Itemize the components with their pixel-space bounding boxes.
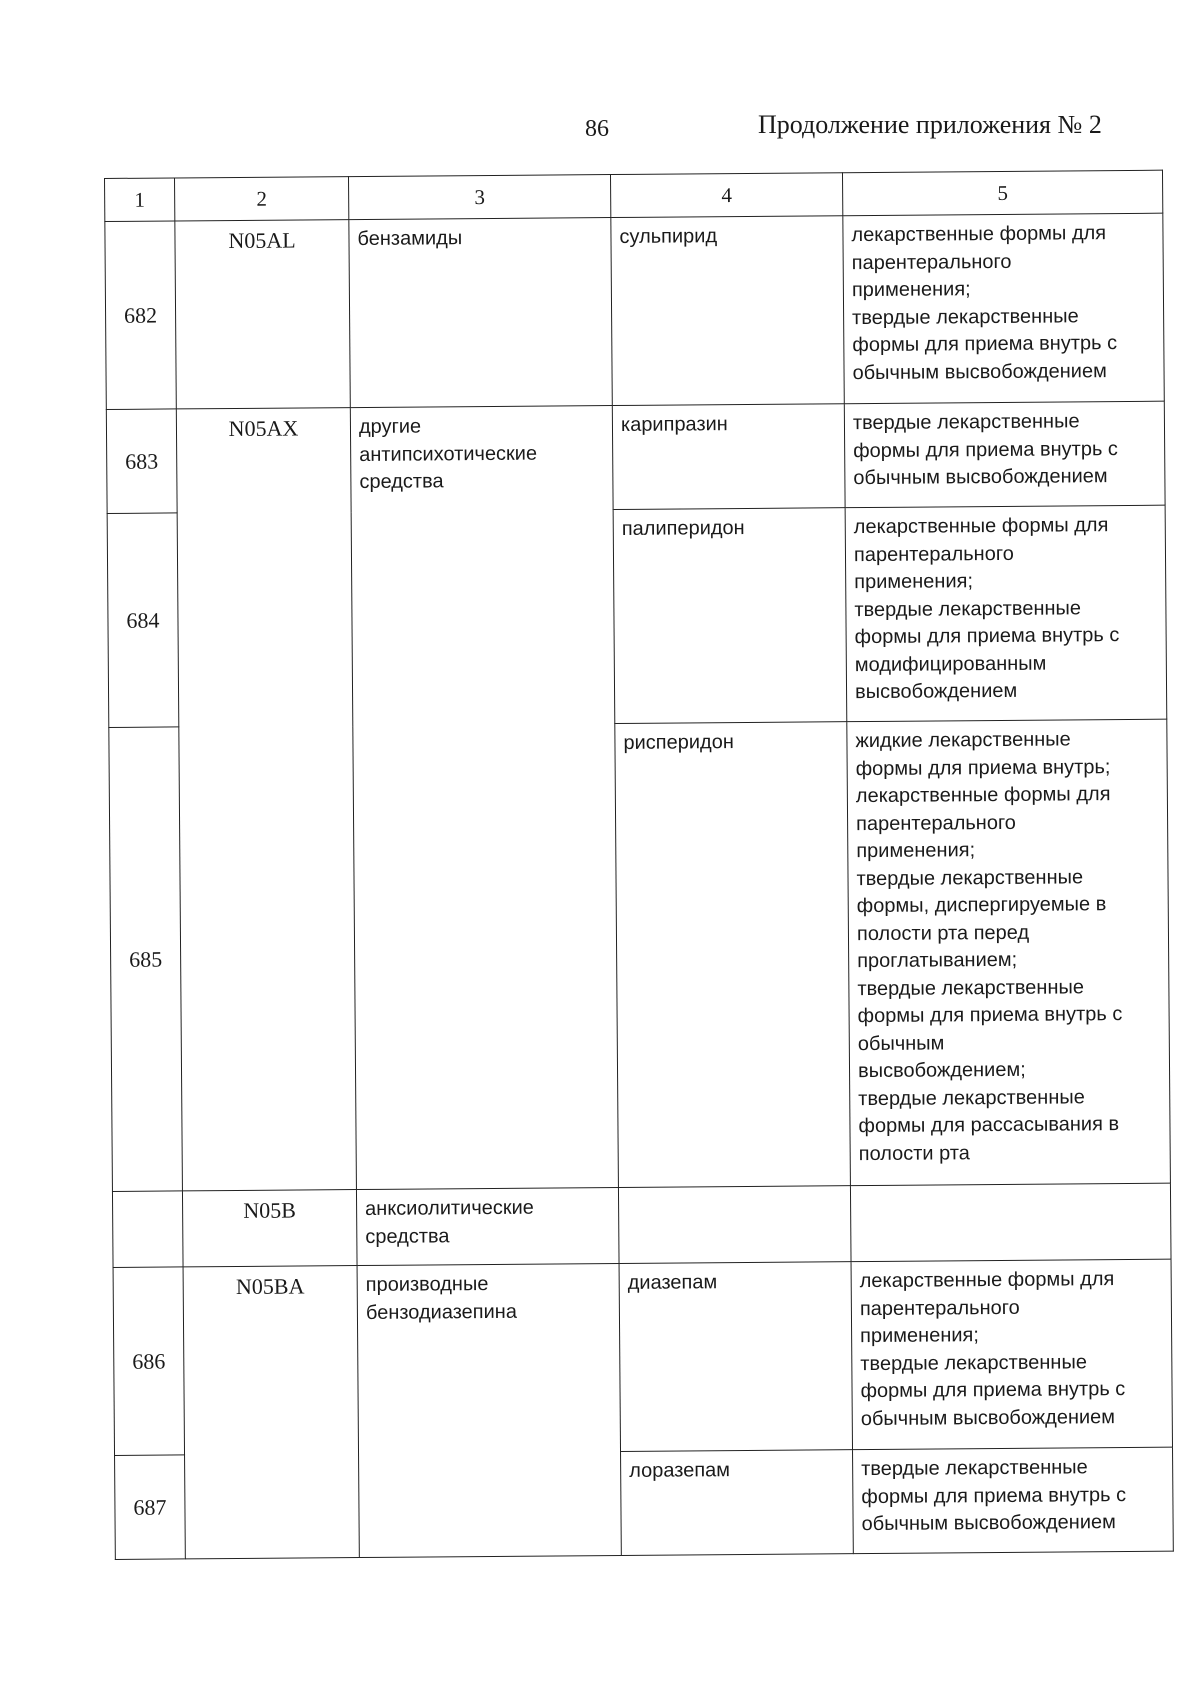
dosage-form-line: лекарственные формы для — [853, 514, 1109, 539]
column-header: 1 — [105, 178, 175, 222]
page-number: 86 — [585, 116, 609, 142]
column-header: 2 — [175, 177, 349, 221]
dosage-form-line: обычным высвобождением — [853, 465, 1108, 490]
atc-group-line: бензодиазепина — [365, 1300, 518, 1324]
row-number: 685 — [109, 727, 183, 1192]
atc-code: N05B — [182, 1190, 357, 1267]
column-header: 5 — [842, 170, 1162, 216]
atc-group — [350, 406, 618, 1190]
dosage-form-line: формы для приема внутрь с — [857, 1003, 1123, 1028]
dosage-form-line: формы для приема внутрь с — [861, 1483, 1127, 1508]
dosage-form-line: полости рта — [858, 1141, 970, 1165]
dosage-form-line: обычным — [857, 1031, 945, 1055]
dosage-form-line: твердые лекарственные — [858, 1085, 1085, 1110]
dosage-forms — [851, 1259, 1172, 1450]
dosage-form-line: формы для приема внутрь с — [852, 332, 1118, 357]
table-row — [113, 1259, 1172, 1455]
drug-name — [618, 1186, 851, 1264]
dosage-form-line: применения; — [856, 839, 976, 863]
atc-group — [357, 1263, 621, 1557]
atc-code: N05AL — [175, 220, 350, 409]
atc-group — [356, 1187, 619, 1265]
drug-name: лоразепам — [621, 1450, 854, 1556]
row-number: 687 — [115, 1455, 186, 1560]
dosage-form-line: парентерального — [851, 250, 1012, 274]
dosage-form-line: формы, диспергируемые в — [856, 893, 1107, 918]
drug-name: карипразин — [612, 404, 845, 510]
atc-group-line: антипсихотические — [359, 442, 538, 466]
dosage-forms — [843, 213, 1164, 404]
dosage-form-line: твердые лекарственные — [852, 304, 1079, 329]
dosage-form-line: твердые лекарственные — [852, 410, 1080, 435]
dosage-forms — [850, 1183, 1171, 1262]
column-header: 3 — [348, 175, 610, 220]
dosage-form-line: формы для рассасывания в — [858, 1113, 1120, 1138]
dosage-form-line: твердые лекарственные — [860, 1350, 1087, 1375]
dosage-form-line: твердые лекарственные — [856, 865, 1084, 890]
dosage-form-line: применения; — [851, 278, 971, 302]
dosage-forms — [847, 719, 1171, 1185]
dosage-form-line: применения; — [860, 1324, 979, 1348]
atc-group-line: средства — [365, 1224, 450, 1248]
drug-name: палиперидон — [613, 508, 847, 724]
atc-group-line: производные — [365, 1273, 489, 1296]
drug-name: сульпирид — [611, 216, 844, 406]
dosage-form-line: обычным высвобождением — [861, 1511, 1116, 1536]
drug-name: диазепам — [619, 1262, 852, 1452]
dosage-form-line: твердые лекарственные — [854, 596, 1082, 621]
atc-code: N05BA — [183, 1266, 359, 1559]
dosage-form-line: лекарственные формы для — [855, 783, 1111, 808]
dosage-forms — [845, 505, 1167, 722]
table-row — [112, 1183, 1171, 1267]
row-number — [112, 1191, 183, 1268]
atc-group: бензамиды — [349, 218, 612, 408]
column-header: 4 — [610, 173, 842, 218]
dosage-form-line: проглатыванием; — [857, 948, 1018, 973]
dosage-form-line: формы для приема внутрь с — [853, 437, 1118, 462]
atc-group-line: другие — [358, 415, 422, 439]
atc-group-line: анксиолитические — [365, 1196, 534, 1220]
table-row — [106, 401, 1165, 513]
atc-group-line: средства — [359, 470, 444, 494]
row-number: 682 — [105, 221, 176, 410]
atc-code: N05AX — [176, 408, 356, 1191]
dosage-form-line: обычным высвобождением — [852, 359, 1107, 384]
dosage-form-line: полости рта перед — [856, 921, 1030, 945]
dosage-form-line: обычным высвобождением — [860, 1405, 1116, 1430]
row-number: 683 — [106, 409, 177, 514]
dosage-form-line: модифицированным — [854, 652, 1047, 676]
dosage-form-line: лекарственные формы для — [859, 1268, 1115, 1293]
dosage-forms — [844, 401, 1165, 508]
row-number: 684 — [107, 513, 179, 728]
dosage-forms — [853, 1447, 1174, 1554]
dosage-form-line: парентерального — [856, 811, 1016, 835]
table-row — [105, 213, 1164, 409]
dosage-form-line: парентерального — [853, 542, 1014, 566]
dosage-form-line: формы для приема внутрь с — [854, 624, 1120, 649]
dosage-form-line: жидкие лекарственные — [855, 728, 1071, 753]
dosage-form-line: лекарственные формы для — [851, 222, 1107, 247]
dosage-form-line: формы для приема внутрь; — [855, 755, 1111, 780]
dosage-form-line: высвобождением — [854, 679, 1018, 704]
dosage-form-line: высвобождением; — [857, 1058, 1026, 1083]
medication-table — [104, 170, 1174, 1560]
drug-name: рисперидон — [615, 722, 851, 1188]
dosage-form-line: твердые лекарственные — [861, 1456, 1088, 1481]
dosage-form-line: парентерального — [859, 1296, 1020, 1320]
continuation-heading: Продолжение приложения № 2 — [758, 110, 1102, 139]
dosage-form-line: твердые лекарственные — [857, 975, 1085, 1000]
dosage-form-line: применения; — [854, 570, 974, 594]
dosage-form-line: формы для приема внутрь с — [860, 1378, 1126, 1403]
row-number: 686 — [113, 1267, 184, 1456]
